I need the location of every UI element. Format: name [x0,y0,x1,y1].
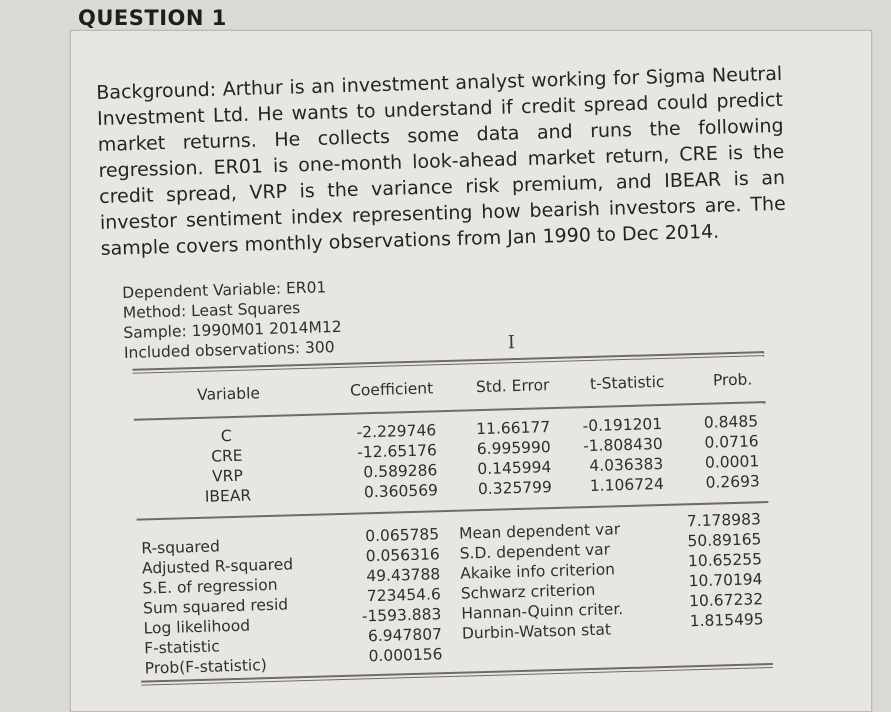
header-std-error: Std. Error [475,376,550,397]
stat-value: 10.65255 [687,550,763,571]
meta-dependent-variable: Dependent Variable: ER01 [122,278,327,302]
stat-value: 1.815495 [689,610,764,631]
stat-value: 723454.6 [366,585,442,606]
stat-value: 0.065785 [364,525,440,546]
header-variable: Variable [196,384,261,404]
meta-sample: Sample: 1990M01 2014M12 [123,317,342,342]
stat-label: Schwarz criterion [460,580,596,603]
stat-label: Adjusted R-squared [141,555,294,578]
row-std-error: 0.325799 [477,478,553,499]
row-std-error: 6.995990 [476,438,552,459]
stat-label: Mean dependent var [458,520,621,543]
background-paragraph: Background: Arthur is an investment analyst working for Sigma Neutral Investment Ltd. He wants to understand if credit spread could predict market returns. He collects some data and runs the following regression. ER01 is one-month look-ahead market return, CRE is the credit spread, VRP is the variance risk premium, and IBEAR is an investor sentiment index representing how bearish investors are. The sample covers monthly observations from Jan 1990 to Dec 2014. [96,62,787,260]
stat-label: Log likelihood [143,616,251,638]
stat-label: S.E. of regression [142,575,278,598]
text-cursor-icon: I [507,332,516,354]
stat-value: 10.67232 [688,590,764,611]
meta-observations: Included observations: 300 [123,338,335,362]
row-t-stat: -1.808430 [582,434,663,456]
stat-value: 50.89165 [687,530,762,551]
row-prob: 0.8485 [703,412,759,432]
row-variable: VRP [211,466,244,486]
stat-label: F-statistic [143,637,220,658]
stat-label: Durbin-Watson stat [461,620,612,643]
header-coefficient: Coefficient [349,379,434,400]
stat-label: Prob(F-statistic) [144,656,268,678]
stat-value: 7.178983 [686,510,762,531]
row-coefficient: -12.65176 [357,441,438,462]
row-coefficient: -2.229746 [356,421,437,442]
stat-label: Akaike info criterion [459,560,616,583]
row-prob: 0.0001 [704,452,760,472]
stat-label: S.D. dependent var [459,540,611,563]
stat-value: 0.000156 [368,645,443,666]
row-std-error: 0.145994 [477,458,552,479]
row-t-stat: 1.106724 [589,474,665,496]
row-t-stat: 4.036383 [589,454,664,476]
stat-value: 6.947807 [367,625,443,646]
stat-value: 0.056316 [365,545,440,566]
row-variable: CRE [210,446,243,466]
regression-meta [122,277,342,363]
stat-value: 10.70194 [688,570,763,591]
stat-label: R-squared [141,537,221,558]
row-prob: 0.0716 [704,432,759,452]
row-variable: C [220,426,232,446]
stat-label: Sum squared resid [142,595,289,618]
row-variable: IBEAR [204,486,252,506]
row-prob: 0.2693 [705,472,761,492]
header-t-statistic: t-Statistic [589,372,665,393]
stat-label: Hannan-Quinn criter. [461,600,624,623]
row-t-stat: -0.191201 [582,414,663,436]
header-prob: Prob. [712,370,753,390]
stat-value: 49.43788 [366,565,441,586]
row-coefficient: 0.589286 [363,461,438,482]
row-coefficient: 0.360569 [363,481,439,502]
stat-value: -1593.883 [361,605,442,626]
row-std-error: 11.66177 [475,418,551,439]
meta-method: Method: Least Squares [122,299,301,322]
question-title: QUESTION 1 [78,6,227,30]
